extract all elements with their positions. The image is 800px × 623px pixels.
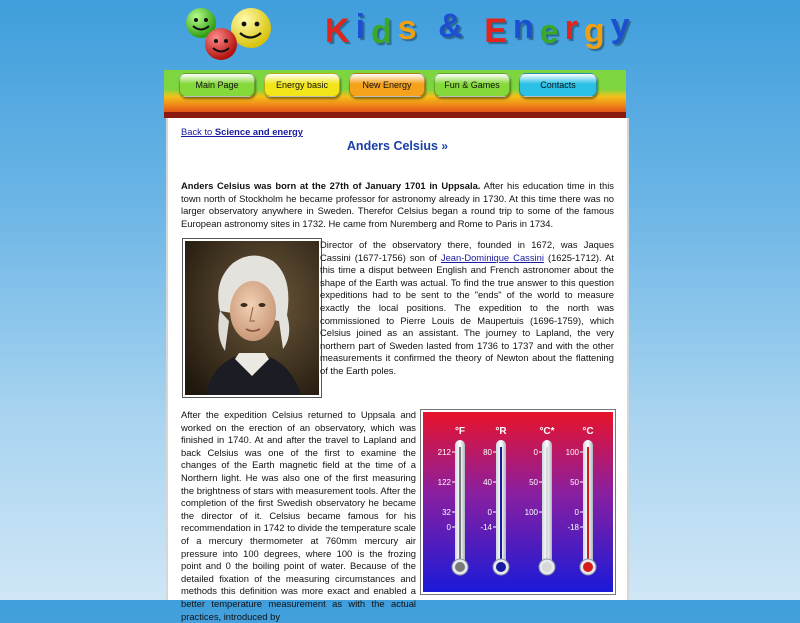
thermometer-bulb [455,562,465,572]
thermometer-bulb [496,562,506,572]
thermometer-unit-label: °C [582,426,594,437]
red-smiley-icon [205,28,237,60]
thermometer-tick-label: 100 [565,448,579,457]
title-letter: y [610,7,636,45]
title-letter: K [325,12,356,50]
title-letter [469,10,484,49]
kids-energy-logo[interactable] [183,6,273,64]
thermometer-bulb [542,562,552,572]
thermometer-tick-label: 40 [483,478,492,487]
title-letter: r [564,9,584,47]
intro-bold-text: Anders Celsius was born at the 27th of January 1701 in Uppsala. [181,180,481,191]
thermometer-tick-label: 0 [574,508,579,517]
back-link-prefix[interactable]: Back to [181,126,215,137]
thermometer-scales-image [420,409,616,595]
thermometer-tick-label: 122 [437,478,451,487]
back-link[interactable] [181,126,303,139]
title-letter: E [484,12,513,50]
back-link-target[interactable]: Science and energy [214,126,303,137]
intro-text: After his education time in this town north of Stockholm he became professor for astronomy already in 1730. At this time there was no larger observatory anywhere in Sweden. Therefor Celsius began a round trip to some of the famous European astronomy sites in 1732. He came from Nuremberg and Rome to Paris in 1734. [181,180,614,229]
thermometer-tick-label: 0 [533,448,538,457]
double-chevron-right-icon: » [441,139,449,153]
thermometer-tick-label: 0 [487,508,492,517]
observatory-paragraph: After the expedition Celsius returned to Uppsala and worked on the erection of an observatory, which was finished in 1740. At and after the travel to Lapland and back Celsius was one of the first to examine the changes of the Earth magnetic field at the time of a Northern light. He was also one of the first measuring the brightness of stars with measurement tools. After the completion of the first Swedish observatory he became the director of it. Celsius became famous for his recommendation in 1742 to divide the temperature scale of a mercury thermometer at 760mm mercury air pressure into 100 degrees, where 100 is the frozing point and 0 the boiling point of water. Because of the detailed fixation of the measuring circumstances and methods this definition was more exact and enabled a better temperature measurement as with the actual practices, introduced by [181,409,416,622]
thermometer-tick-label: 32 [442,508,451,517]
nav-energy-basic-button[interactable]: Energy basic [264,73,340,97]
title-letter: e [539,13,565,51]
thermometer-unit-label: °C* [539,426,555,437]
article-panel [166,118,629,622]
thermometer-tick-label: 0 [446,523,451,532]
thermometer-tick-label: 50 [570,478,579,487]
nav-main-page-button[interactable]: Main Page [179,73,255,97]
nav-new-energy-button[interactable]: New Energy [349,73,425,97]
title-letter [423,10,438,49]
title-letter: n [512,8,540,46]
thermometer-unit-label: °R [495,426,507,437]
thermometer-tick-label: -18 [567,523,579,532]
thermometer-tick-label: 80 [483,448,492,457]
title-letter: i [355,8,372,46]
cassini-paragraph [320,239,614,378]
thermometer-graphic [423,412,613,592]
cassini-link[interactable]: Jean-Dominique Cassini [440,251,544,263]
cassini-text-a: Director of the observatory there, founded in 1672, was Jaques Cassini (1677-1756) son of [320,239,614,263]
cassini-text-b: (1625-1712). At this time a disput between English and French astronomer about the shape of the Earth was actual. To find the true answer to this question expeditions had to be sent to the "ends" of the world to measure exactly the local positions. The expedition to the north was commissioned to Pierre Louis de Maupertuis (1696-1759), which Celsius joined as an assistant. The journey to Lapland, the very northern part of Sweden lasted from 1736 to 1737 and with the other measurements it confirmed the theory of Newton about the flattening of the Earth poles. [320,251,615,376]
page-title [168,140,627,153]
thermometer-tick-label: 212 [437,448,451,457]
title-letter: g [583,12,611,50]
portrait-image [185,241,319,395]
intro-paragraph [181,180,614,230]
celsius-portrait [182,238,322,398]
page-title-text: Anders Celsius [346,139,438,153]
yellow-smiley-icon [231,8,271,48]
title-letter: & [438,7,469,45]
nav-contacts-button[interactable]: Contacts [519,73,597,97]
title-letter: s [397,9,423,47]
main-navigation [164,70,626,118]
thermometer-tick-label: 100 [524,508,538,517]
title-letter: d [371,13,398,51]
thermometer-tick-label: 50 [529,478,538,487]
site-title [325,7,636,51]
thermometer-unit-label: °F [454,426,466,437]
thermometer-bulb [583,562,593,572]
thermometer-tick-label: -14 [480,523,492,532]
nav-fun-games-button[interactable]: Fun & Games [434,73,510,97]
